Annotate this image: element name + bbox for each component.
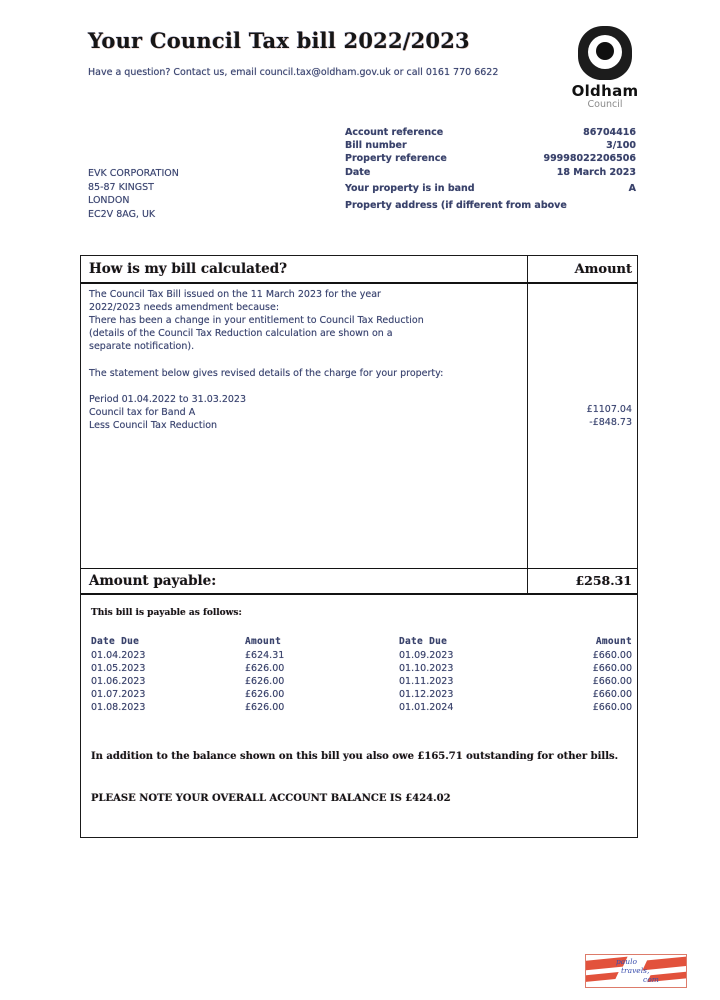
calc-line-period: Period 01.04.2022 to 31.03.2023 — [89, 393, 247, 405]
schedule-header-date-due-2: Date Due — [399, 636, 448, 647]
calc-line-blank — [89, 380, 519, 393]
address-line: 85-87 KINGST — [88, 181, 154, 193]
schedule-header-date-due-1: Date Due — [91, 636, 140, 647]
oldham-owl-icon — [578, 26, 632, 80]
schedule-row — [81, 650, 637, 663]
instalment-amount: £626.00 — [245, 676, 285, 687]
schedule-header-amount-2: Amount — [595, 636, 632, 647]
due-date: 01.11.2023 — [399, 676, 454, 687]
calc-line: There has been a change in your entitlement to Council Tax Reduction — [89, 315, 424, 327]
info-row-property-address — [345, 199, 636, 212]
schedule-header-amount-1: Amount — [245, 636, 282, 647]
contact-line: Have a question? Contact us, email council.tax@oldham.gov.uk or call 0161 770 6622 — [88, 67, 499, 78]
watermark-stripe — [585, 972, 619, 983]
info-row-property-reference — [345, 152, 636, 165]
instalment-amount: £624.31 — [245, 650, 285, 661]
instalment-amount: £660.00 — [592, 676, 632, 687]
info-value: 3/100 — [606, 140, 636, 152]
instalment-amount: £660.00 — [592, 689, 632, 700]
address-line: EVK CORPORATION — [88, 168, 179, 179]
due-date: 01.04.2023 — [91, 650, 146, 661]
info-label: Account reference — [345, 127, 444, 138]
calc-line: (details of the Council Tax Reduction calculation are shown on a — [89, 328, 393, 340]
info-value: 18 March 2023 — [556, 166, 636, 178]
other-bills-note: In addition to the balance shown on this bill you also owe £165.71 outstanding for other bills. — [91, 751, 619, 762]
logo-dot-shape — [596, 42, 614, 60]
band-charge-amount: £1107.04 — [586, 404, 632, 415]
amount-payable-row — [81, 568, 637, 595]
due-date: 01.10.2023 — [399, 663, 454, 674]
info-label: Property address (if different from above — [345, 200, 567, 212]
watermark-line: travels, — [621, 966, 650, 975]
calc-line-blank — [89, 353, 519, 366]
amount-payable-value: £258.31 — [527, 569, 637, 593]
info-label: Date — [345, 166, 371, 178]
info-value: A — [628, 182, 636, 194]
schedule-row — [81, 663, 637, 676]
info-label: Property reference — [345, 153, 447, 165]
instalment-amount: £660.00 — [592, 702, 632, 713]
payment-schedule-section — [81, 595, 637, 841]
schedule-row — [81, 676, 637, 689]
amount-column — [527, 284, 637, 568]
oldham-council-logo — [563, 26, 647, 110]
instalment-amount: £660.00 — [592, 650, 632, 661]
info-row-bill-number — [345, 139, 636, 152]
address-line: EC2V 8AG, UK — [88, 208, 156, 220]
info-label: Your property is in band — [345, 182, 475, 194]
amount-column-header: Amount — [527, 256, 637, 282]
info-value: 86704416 — [583, 127, 636, 138]
page-title: Your Council Tax bill 2022/2023 — [88, 28, 470, 53]
watermark-line: paulo — [616, 957, 638, 966]
due-date: 01.06.2023 — [91, 676, 146, 687]
calc-line: The Council Tax Bill issued on the 11 March 2023 for the year — [89, 289, 381, 300]
reduction-amount: -£848.73 — [589, 417, 632, 428]
paulo-travels-watermark — [585, 954, 687, 988]
watermark-text — [616, 957, 659, 984]
instalment-amount: £660.00 — [592, 663, 632, 674]
schedule-row — [81, 689, 637, 702]
calculation-title: How is my bill calculated? — [89, 261, 288, 277]
logo-subtitle: Council — [587, 99, 623, 110]
calculation-body — [81, 284, 637, 568]
due-date: 01.01.2024 — [399, 702, 454, 713]
due-date: 01.08.2023 — [91, 702, 146, 713]
calculation-text — [81, 284, 527, 568]
amount-payable-label: Amount payable: — [89, 573, 217, 589]
due-date: 01.05.2023 — [91, 663, 146, 674]
calc-line: The statement below gives revised details of the charge for your property: — [89, 367, 444, 379]
instalment-amount: £626.00 — [245, 702, 285, 713]
calc-line: 2022/2023 needs amendment because: — [89, 302, 280, 314]
schedule-intro: This bill is payable as follows: — [91, 608, 242, 618]
account-balance-note: PLEASE NOTE YOUR OVERALL ACCOUNT BALANCE IS £424.02 — [91, 793, 451, 804]
due-date: 01.12.2023 — [399, 689, 454, 700]
info-value: 99998022206506 — [543, 153, 636, 165]
info-row-account-reference — [345, 126, 636, 139]
calc-line: separate notification). — [89, 341, 195, 353]
info-row-date — [345, 166, 636, 179]
calc-line-band: Council tax for Band A — [89, 406, 196, 418]
info-row-band — [345, 182, 636, 195]
recipient-address-block — [88, 167, 179, 221]
logo-name: Oldham — [571, 82, 639, 100]
calculation-header-row — [81, 256, 637, 284]
calc-line-reduction: Less Council Tax Reduction — [89, 419, 218, 431]
due-date: 01.09.2023 — [399, 650, 454, 661]
due-date: 01.07.2023 — [91, 689, 146, 700]
schedule-header-row — [81, 636, 637, 649]
watermark-line: com — [643, 975, 659, 984]
bill-calculation-box — [80, 255, 638, 838]
info-label: Bill number — [345, 140, 407, 152]
schedule-row — [81, 702, 637, 715]
address-line: LONDON — [88, 195, 130, 206]
instalment-amount: £626.00 — [245, 663, 285, 674]
instalment-amount: £626.00 — [245, 689, 285, 700]
account-info-block — [345, 126, 636, 212]
